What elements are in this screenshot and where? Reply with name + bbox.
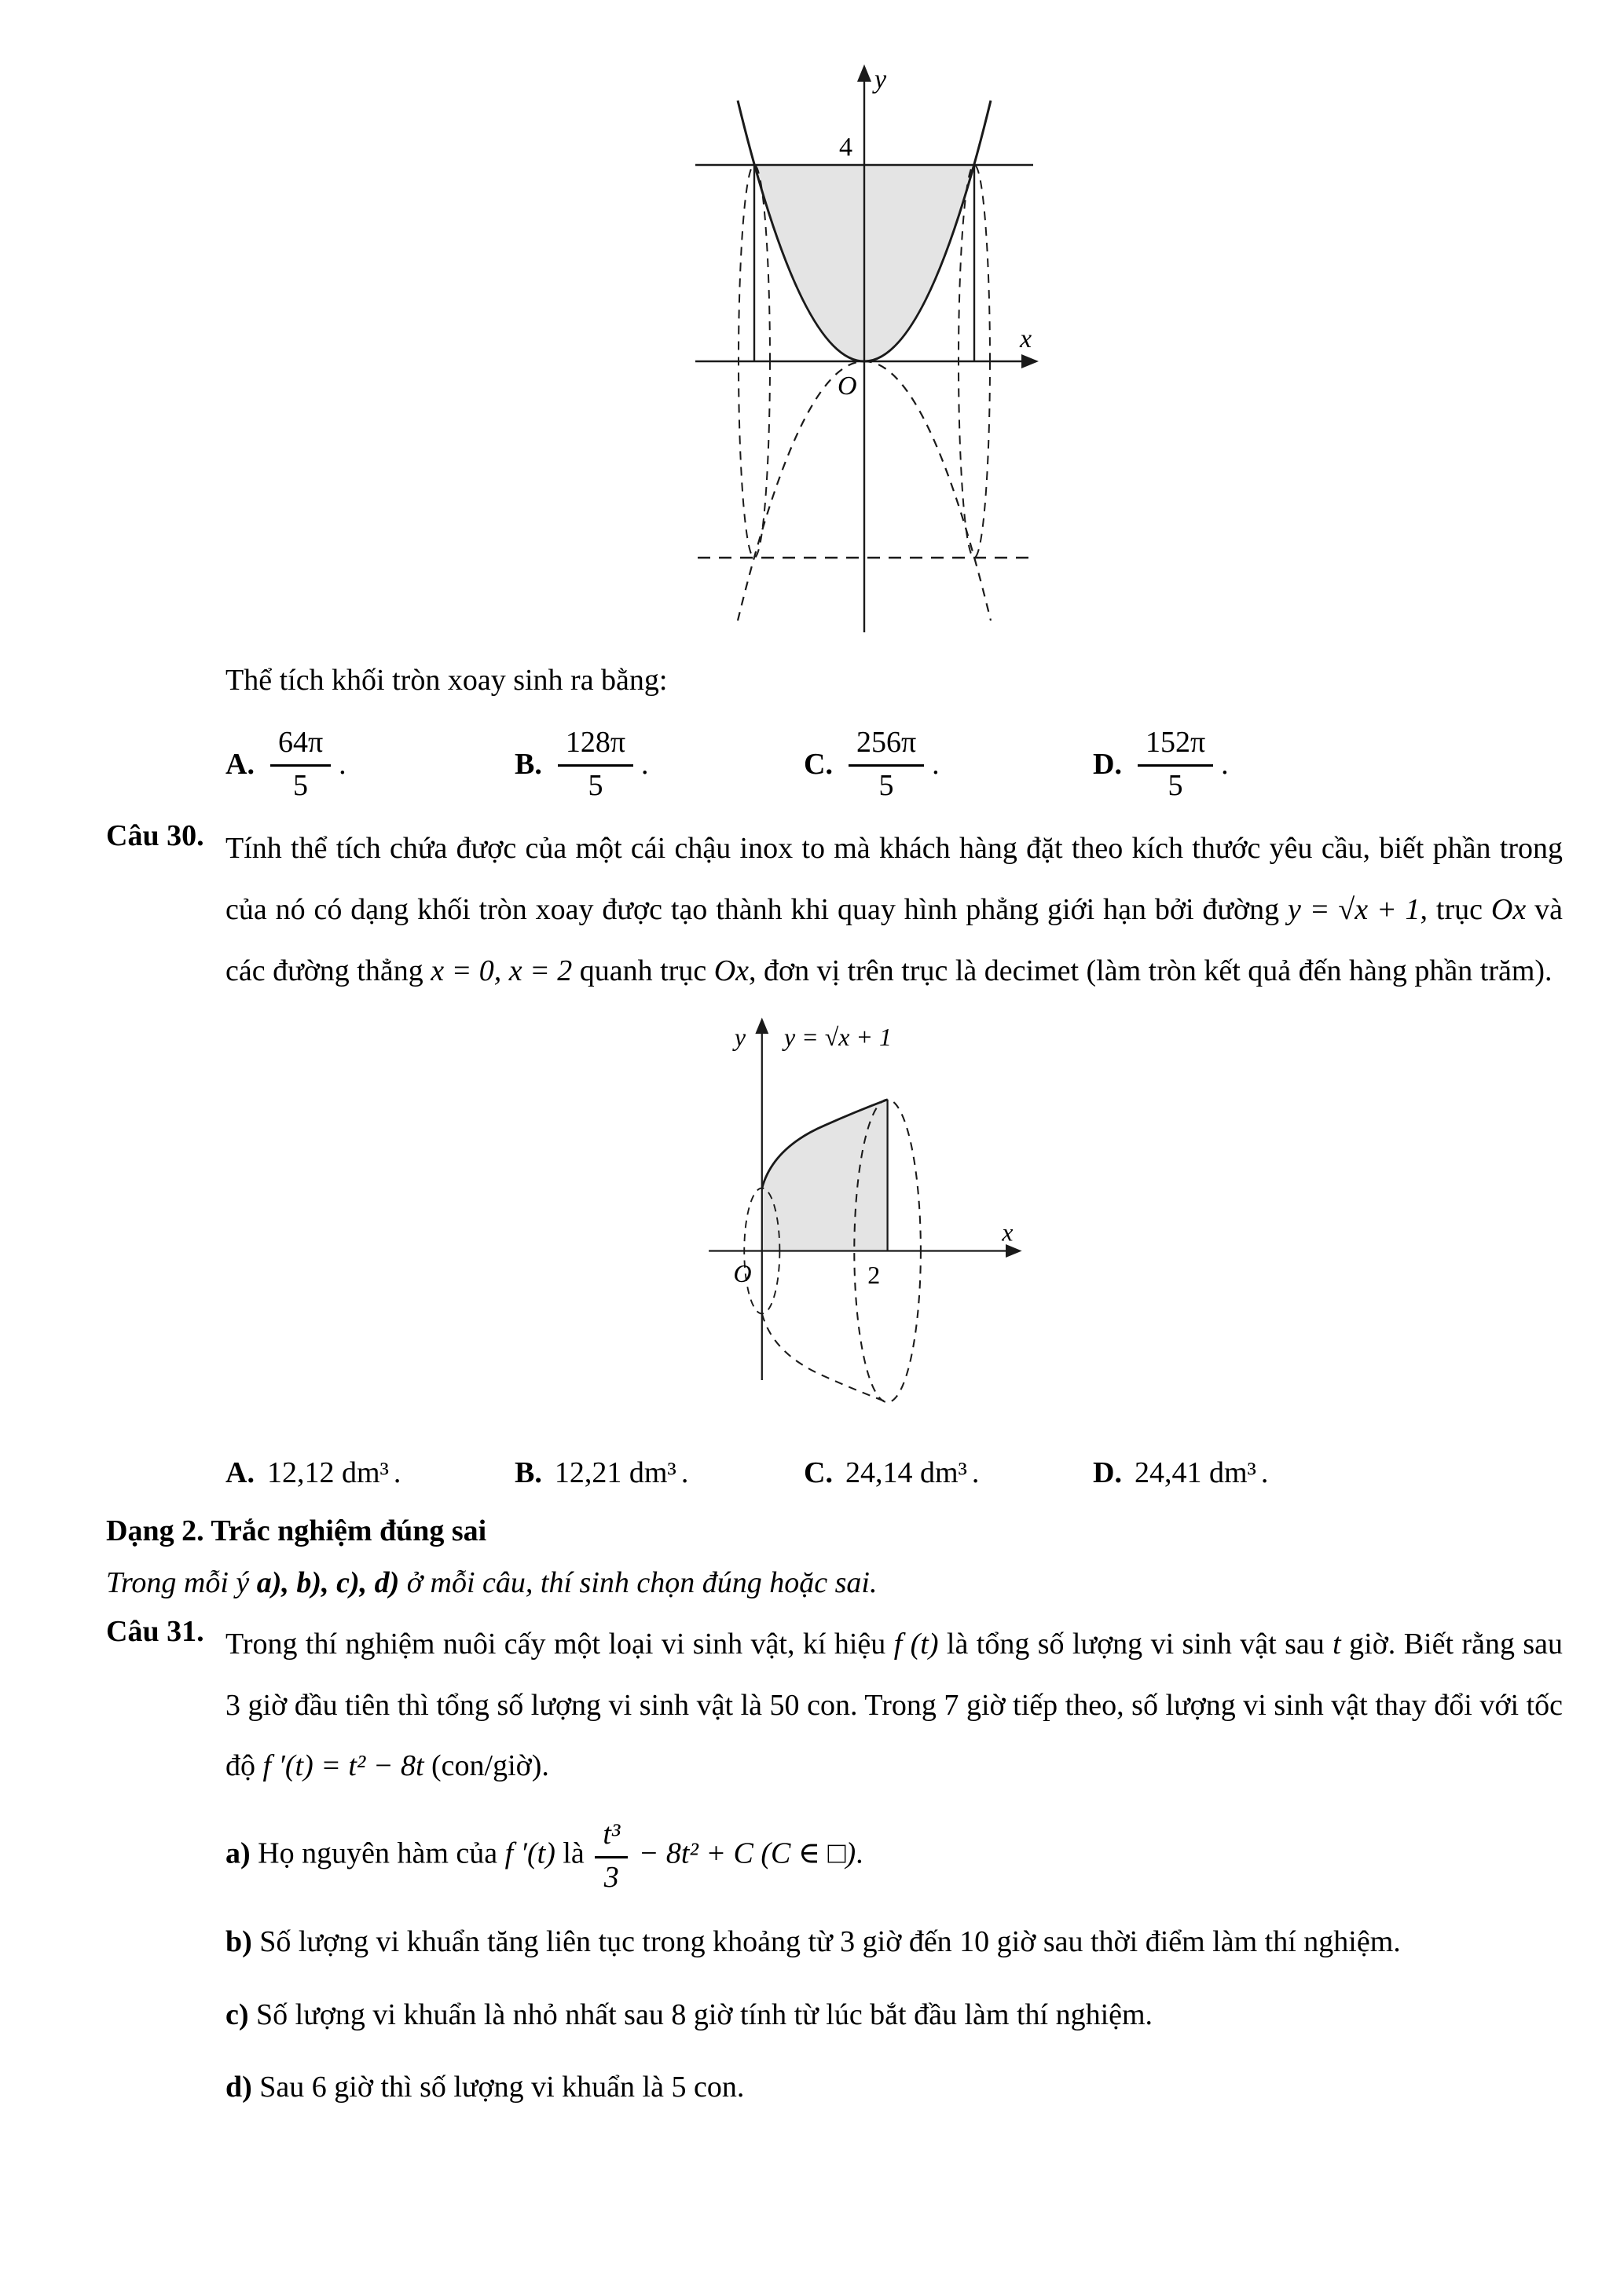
math-segment: f ′(t) xyxy=(504,1837,555,1871)
fraction-denominator: 5 xyxy=(293,768,309,802)
option-letter: C. xyxy=(804,1456,833,1489)
fraction-denominator: 5 xyxy=(878,768,894,802)
text-segment: và các đường thẳng xyxy=(225,892,1564,987)
option-letter: D. xyxy=(1093,748,1122,781)
option-period: . xyxy=(680,1456,689,1489)
fraction-denominator: 5 xyxy=(588,768,603,802)
fraction-numerator: 152π xyxy=(1138,724,1213,767)
text-segment: (con/giờ). xyxy=(423,1749,549,1783)
fig2-y-label: y xyxy=(734,1023,746,1051)
option-letter: B. xyxy=(515,748,542,781)
y-axis-arrow xyxy=(857,64,871,82)
x-axis-arrow xyxy=(1021,354,1039,368)
text-segment: Tính thể tích chứa được của một cái chậu inox to mà khách hàng đặt theo kích thước yêu cầu, biết phần trong của nó có dạng khối tròn xoay được tạo thành khi quay hình phẳng giới hạn bởi đường xyxy=(225,832,1563,926)
fraction-numerator: 64π xyxy=(270,724,331,767)
fraction-numerator: t³ xyxy=(595,1816,628,1858)
fraction-numerator: 128π xyxy=(558,724,633,767)
item-text: Số lượng vi khuẩn là nhỏ nhất sau 8 giờ tính từ lúc bắt đầu làm thí nghiệm. xyxy=(248,1998,1153,2031)
option-letter: C. xyxy=(804,748,833,781)
option-period: . xyxy=(393,1456,401,1489)
item-text: Số lượng vi khuẩn tăng liên tục trong khoảng từ 3 giờ đến 10 giờ sau thời điểm làm thí nghiệm. xyxy=(251,1925,1401,1959)
fig1-origin-label: O xyxy=(838,372,857,401)
math-segment: − 8t² + C xyxy=(631,1837,761,1871)
math-segment: t xyxy=(1333,1627,1341,1661)
fig2-tick-2-label: 2 xyxy=(867,1261,881,1289)
q29-prompt: Thể tích khối tròn xoay sinh ra bằng: xyxy=(225,664,668,697)
q29-option-c xyxy=(804,724,1093,804)
item-tag: d) xyxy=(225,2071,252,2104)
math-segment: Ox xyxy=(713,954,750,987)
math-segment: (C ∈ □) xyxy=(761,1837,856,1871)
option-letter: B. xyxy=(515,1456,542,1489)
math-segment: y = √x + 1 xyxy=(1288,892,1421,926)
x-axis-arrow xyxy=(1006,1244,1022,1258)
q31-item-c xyxy=(225,1988,1563,2041)
option-value: 24,41 dm³ xyxy=(1134,1456,1256,1489)
fraction-denominator: 3 xyxy=(603,1860,619,1894)
shaded-region xyxy=(762,1099,888,1251)
item-text: Sau 6 giờ thì số lượng vi khuẩn là 5 con. xyxy=(251,2071,745,2104)
q29-option-a xyxy=(225,724,515,804)
fraction xyxy=(1138,724,1213,804)
y-axis-arrow xyxy=(755,1017,768,1034)
q30-option-d xyxy=(1093,1456,1382,1490)
math-segment: f ′(t) = t² − 8t xyxy=(262,1749,424,1783)
fraction xyxy=(270,724,331,804)
text-segment: Trong thí nghiệm nuôi cấy một loại vi sinh vật, kí hiệu xyxy=(225,1627,894,1661)
question-31 xyxy=(106,1614,1563,1798)
dashed-mirror-curve xyxy=(762,1313,888,1402)
option-letter: A. xyxy=(225,1456,255,1489)
option-period: . xyxy=(1221,748,1229,781)
fraction xyxy=(558,724,633,804)
q29-answer-row xyxy=(225,724,1563,804)
figure-1-wrap xyxy=(652,55,1076,660)
fig2-x-label: x xyxy=(1002,1218,1014,1247)
figure-2-wrap xyxy=(673,1007,1043,1429)
math-segment: x = 0, x = 2 xyxy=(431,954,573,987)
q31-item-d xyxy=(225,2060,1563,2114)
option-period: . xyxy=(339,748,346,781)
note-text: ở mỗi câu, thí sinh chọn đúng hoặc sai. xyxy=(399,1565,878,1599)
section-heading: Dạng 2. Trắc nghiệm đúng sai xyxy=(106,1514,487,1547)
option-letter: A. xyxy=(225,748,255,781)
text-segment: Họ nguyên hàm của xyxy=(250,1837,505,1871)
fig1-x-label: x xyxy=(1020,324,1032,353)
option-value: 12,12 dm³ xyxy=(266,1456,389,1489)
math-segment: Ox xyxy=(1490,892,1527,926)
q31-item-a xyxy=(225,1816,1563,1896)
option-period: . xyxy=(932,748,940,781)
q30-answer-row xyxy=(225,1456,1563,1490)
text-segment: , trục xyxy=(1420,892,1491,926)
question-number: Câu 31. xyxy=(106,1614,204,1648)
figure-parabola-rotation xyxy=(652,55,1076,652)
fig1-tick-4-label: 4 xyxy=(839,133,852,162)
question-body xyxy=(225,1614,1563,1798)
text-segment: . xyxy=(856,1837,863,1871)
text-segment: , đơn vị trên trục là decimet (làm tròn kết quả đến hàng phần trăm). xyxy=(749,954,1553,987)
option-period: . xyxy=(1260,1456,1269,1489)
q30-option-a xyxy=(225,1456,515,1490)
option-letter: D. xyxy=(1093,1456,1122,1489)
figure-sqrt-rotation xyxy=(673,1007,1043,1421)
item-tag: b) xyxy=(225,1925,252,1959)
text-segment: quanh trục xyxy=(572,954,714,987)
fraction-denominator: 5 xyxy=(1168,768,1183,802)
option-period: . xyxy=(971,1456,980,1489)
fig2-curve-label: y = √x + 1 xyxy=(784,1023,892,1051)
item-tag: c) xyxy=(225,1998,249,2031)
question-number: Câu 30. xyxy=(106,819,204,852)
question-body xyxy=(225,818,1563,1002)
fraction xyxy=(595,1816,628,1896)
text-segment: giờ. Biết rằng sau 3 giờ đầu tiên thì tổng số lượng vi sinh vật là 50 con. Trong 7 giờ tiếp theo, số lượng vi sinh vật thay đổi với tốc độ xyxy=(225,1627,1564,1783)
q31-item-b xyxy=(225,1915,1563,1968)
option-period: . xyxy=(641,748,649,781)
figure-1-lines xyxy=(695,79,1033,632)
q29-option-b xyxy=(515,724,804,804)
item-tag: a) xyxy=(225,1837,251,1871)
option-value: 12,21 dm³ xyxy=(554,1456,676,1489)
note-bold-list: a), b), c), d) xyxy=(256,1565,400,1599)
section-note xyxy=(106,1565,1563,1600)
q30-option-c xyxy=(804,1456,1093,1490)
q29-option-d xyxy=(1093,724,1382,804)
note-text: Trong mỗi ý xyxy=(106,1565,257,1599)
option-value: 24,14 dm³ xyxy=(845,1456,967,1489)
fraction-numerator: 256π xyxy=(849,724,924,767)
text-segment: là tổng số lượng vi sinh vật sau xyxy=(938,1627,1333,1661)
fraction xyxy=(849,724,924,804)
fig1-y-label: y xyxy=(874,65,887,94)
q30-option-b xyxy=(515,1456,804,1490)
fig2-origin-label: O xyxy=(733,1259,752,1287)
math-segment: f (t) xyxy=(893,1627,939,1661)
text-segment: là xyxy=(555,1837,592,1871)
question-30 xyxy=(106,818,1563,1002)
